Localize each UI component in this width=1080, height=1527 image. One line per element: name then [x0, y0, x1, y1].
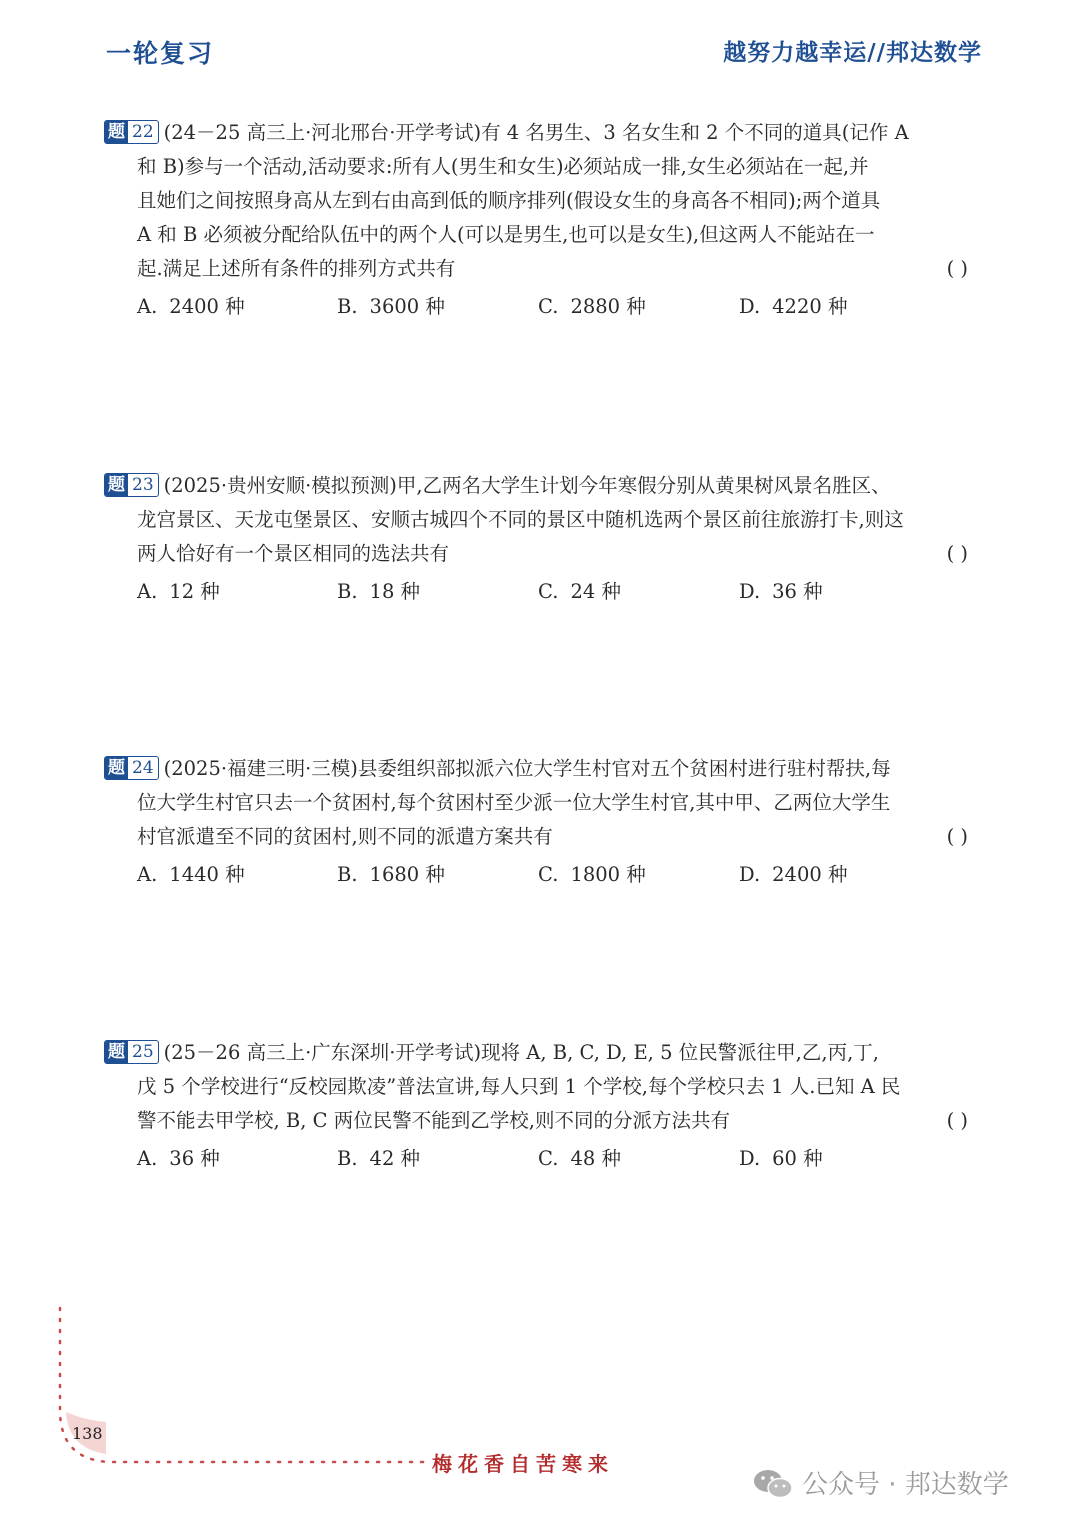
question-number-badge: [104, 473, 159, 497]
option-b: B. 1680 种: [337, 863, 445, 886]
question-text: A 和 B 必须被分配给队伍中的两个人(可以是男生,也可以是女生),但这两人不能站在一: [137, 223, 875, 246]
question-23: [104, 469, 980, 610]
question-25: [104, 1036, 980, 1177]
question-number: 23: [132, 474, 154, 495]
option-c: C. 24 种: [538, 580, 621, 603]
watermark-text: 公众号 · 邦达数学: [802, 1470, 1009, 1500]
answer-bracket: ( ): [946, 257, 968, 280]
question-text: 起.满足上述所有条件的排列方式共有: [137, 257, 456, 280]
page-number: 138: [72, 1424, 103, 1443]
question-line: [104, 752, 980, 786]
answer-bracket: ( ): [946, 1109, 968, 1132]
question-text: 戊 5 个学校进行“反校园欺凌”普法宣讲,每人只到 1 个学校,每个学校只去 1 人.已知 A 民: [137, 1075, 901, 1098]
option-a: A. 12 种: [137, 580, 220, 603]
question-line: [104, 252, 980, 286]
question-line: [104, 218, 980, 252]
option-d: D. 2400 种: [739, 863, 848, 886]
options-row: [104, 859, 980, 893]
option-b: B. 3600 种: [337, 295, 445, 318]
question-number: 22: [132, 121, 154, 142]
options-row: [104, 291, 980, 325]
header-slogan: 越努力越幸运//邦达数学: [723, 40, 982, 66]
option-c: C. 1800 种: [538, 863, 646, 886]
answer-bracket: ( ): [946, 825, 968, 848]
question-number-badge: [104, 1040, 159, 1064]
question-number: 24: [132, 757, 154, 778]
question-text: (2025·福建三明·三模)县委组织部拟派六位大学生村官对五个贫困村进行驻村帮扶,每: [163, 757, 891, 780]
option-a: A. 36 种: [137, 1147, 220, 1170]
badge-label: 题: [105, 1041, 128, 1063]
wechat-icon: [752, 1467, 794, 1501]
question-text: 位大学生村官只去一个贫困村,每个贫困村至少派一位大学生村官,其中甲、乙两位大学生: [137, 791, 891, 814]
options-row: [104, 576, 980, 610]
question-text: (24－25 高三上·河北邢台·开学考试)有 4 名男生、3 名女生和 2 个不同的道具(记作 A: [163, 121, 909, 144]
question-line: [104, 184, 980, 218]
option-d: D. 36 种: [739, 580, 823, 603]
option-c: C. 2880 种: [538, 295, 646, 318]
option-d: D. 60 种: [739, 1147, 823, 1170]
question-line: [104, 537, 980, 571]
question-number-badge: [104, 120, 159, 144]
question-text: 警不能去甲学校, B, C 两位民警不能到乙学校,则不同的分派方法共有: [137, 1109, 730, 1132]
question-number: 25: [132, 1041, 154, 1062]
question-24: [104, 752, 980, 893]
badge-label: 题: [105, 121, 128, 143]
question-text: 两人恰好有一个景区相同的选法共有: [137, 542, 450, 565]
question-line: [104, 469, 980, 503]
question-text: 村官派遣至不同的贫困村,则不同的派遣方案共有: [137, 825, 553, 848]
badge-label: 题: [105, 474, 128, 496]
question-text: 且她们之间按照身高从左到右由高到低的顺序排列(假设女生的身高各不相同);两个道具: [137, 189, 881, 212]
question-line: [104, 116, 980, 150]
option-b: B. 42 种: [337, 1147, 421, 1170]
question-line: [104, 1036, 980, 1070]
question-text: 和 B)参与一个活动,活动要求:所有人(男生和女生)必须站成一排,女生必须站在一起,并: [137, 155, 869, 178]
option-b: B. 18 种: [337, 580, 421, 603]
option-c: C. 48 种: [538, 1147, 621, 1170]
option-a: A. 1440 种: [137, 863, 245, 886]
question-line: [104, 820, 980, 854]
question-22: [104, 116, 980, 325]
question-line: [104, 503, 980, 537]
question-line: [104, 786, 980, 820]
header-section-title: 一轮复习: [106, 39, 215, 68]
question-line: [104, 1070, 980, 1104]
badge-label: 题: [105, 757, 128, 779]
question-text: (25－26 高三上·广东深圳·开学考试)现将 A, B, C, D, E, 5 位民警派往甲,乙,丙,丁,: [163, 1041, 879, 1064]
option-d: D. 4220 种: [739, 295, 848, 318]
answer-bracket: ( ): [946, 542, 968, 565]
options-row: [104, 1143, 980, 1177]
page-corner-decoration: [54, 1300, 434, 1480]
question-text: (2025·贵州安顺·模拟预测)甲,乙两名大学生计划今年寒假分别从黄果树风景名胜区、: [163, 474, 891, 497]
footer-motto: 梅花香自苦寒来: [432, 1452, 614, 1476]
question-text: 龙宫景区、天龙屯堡景区、安顺古城四个不同的景区中随机选两个景区前往旅游打卡,则这: [137, 508, 904, 531]
question-number-badge: [104, 756, 159, 780]
question-line: [104, 150, 980, 184]
option-a: A. 2400 种: [137, 295, 245, 318]
question-line: [104, 1104, 980, 1138]
